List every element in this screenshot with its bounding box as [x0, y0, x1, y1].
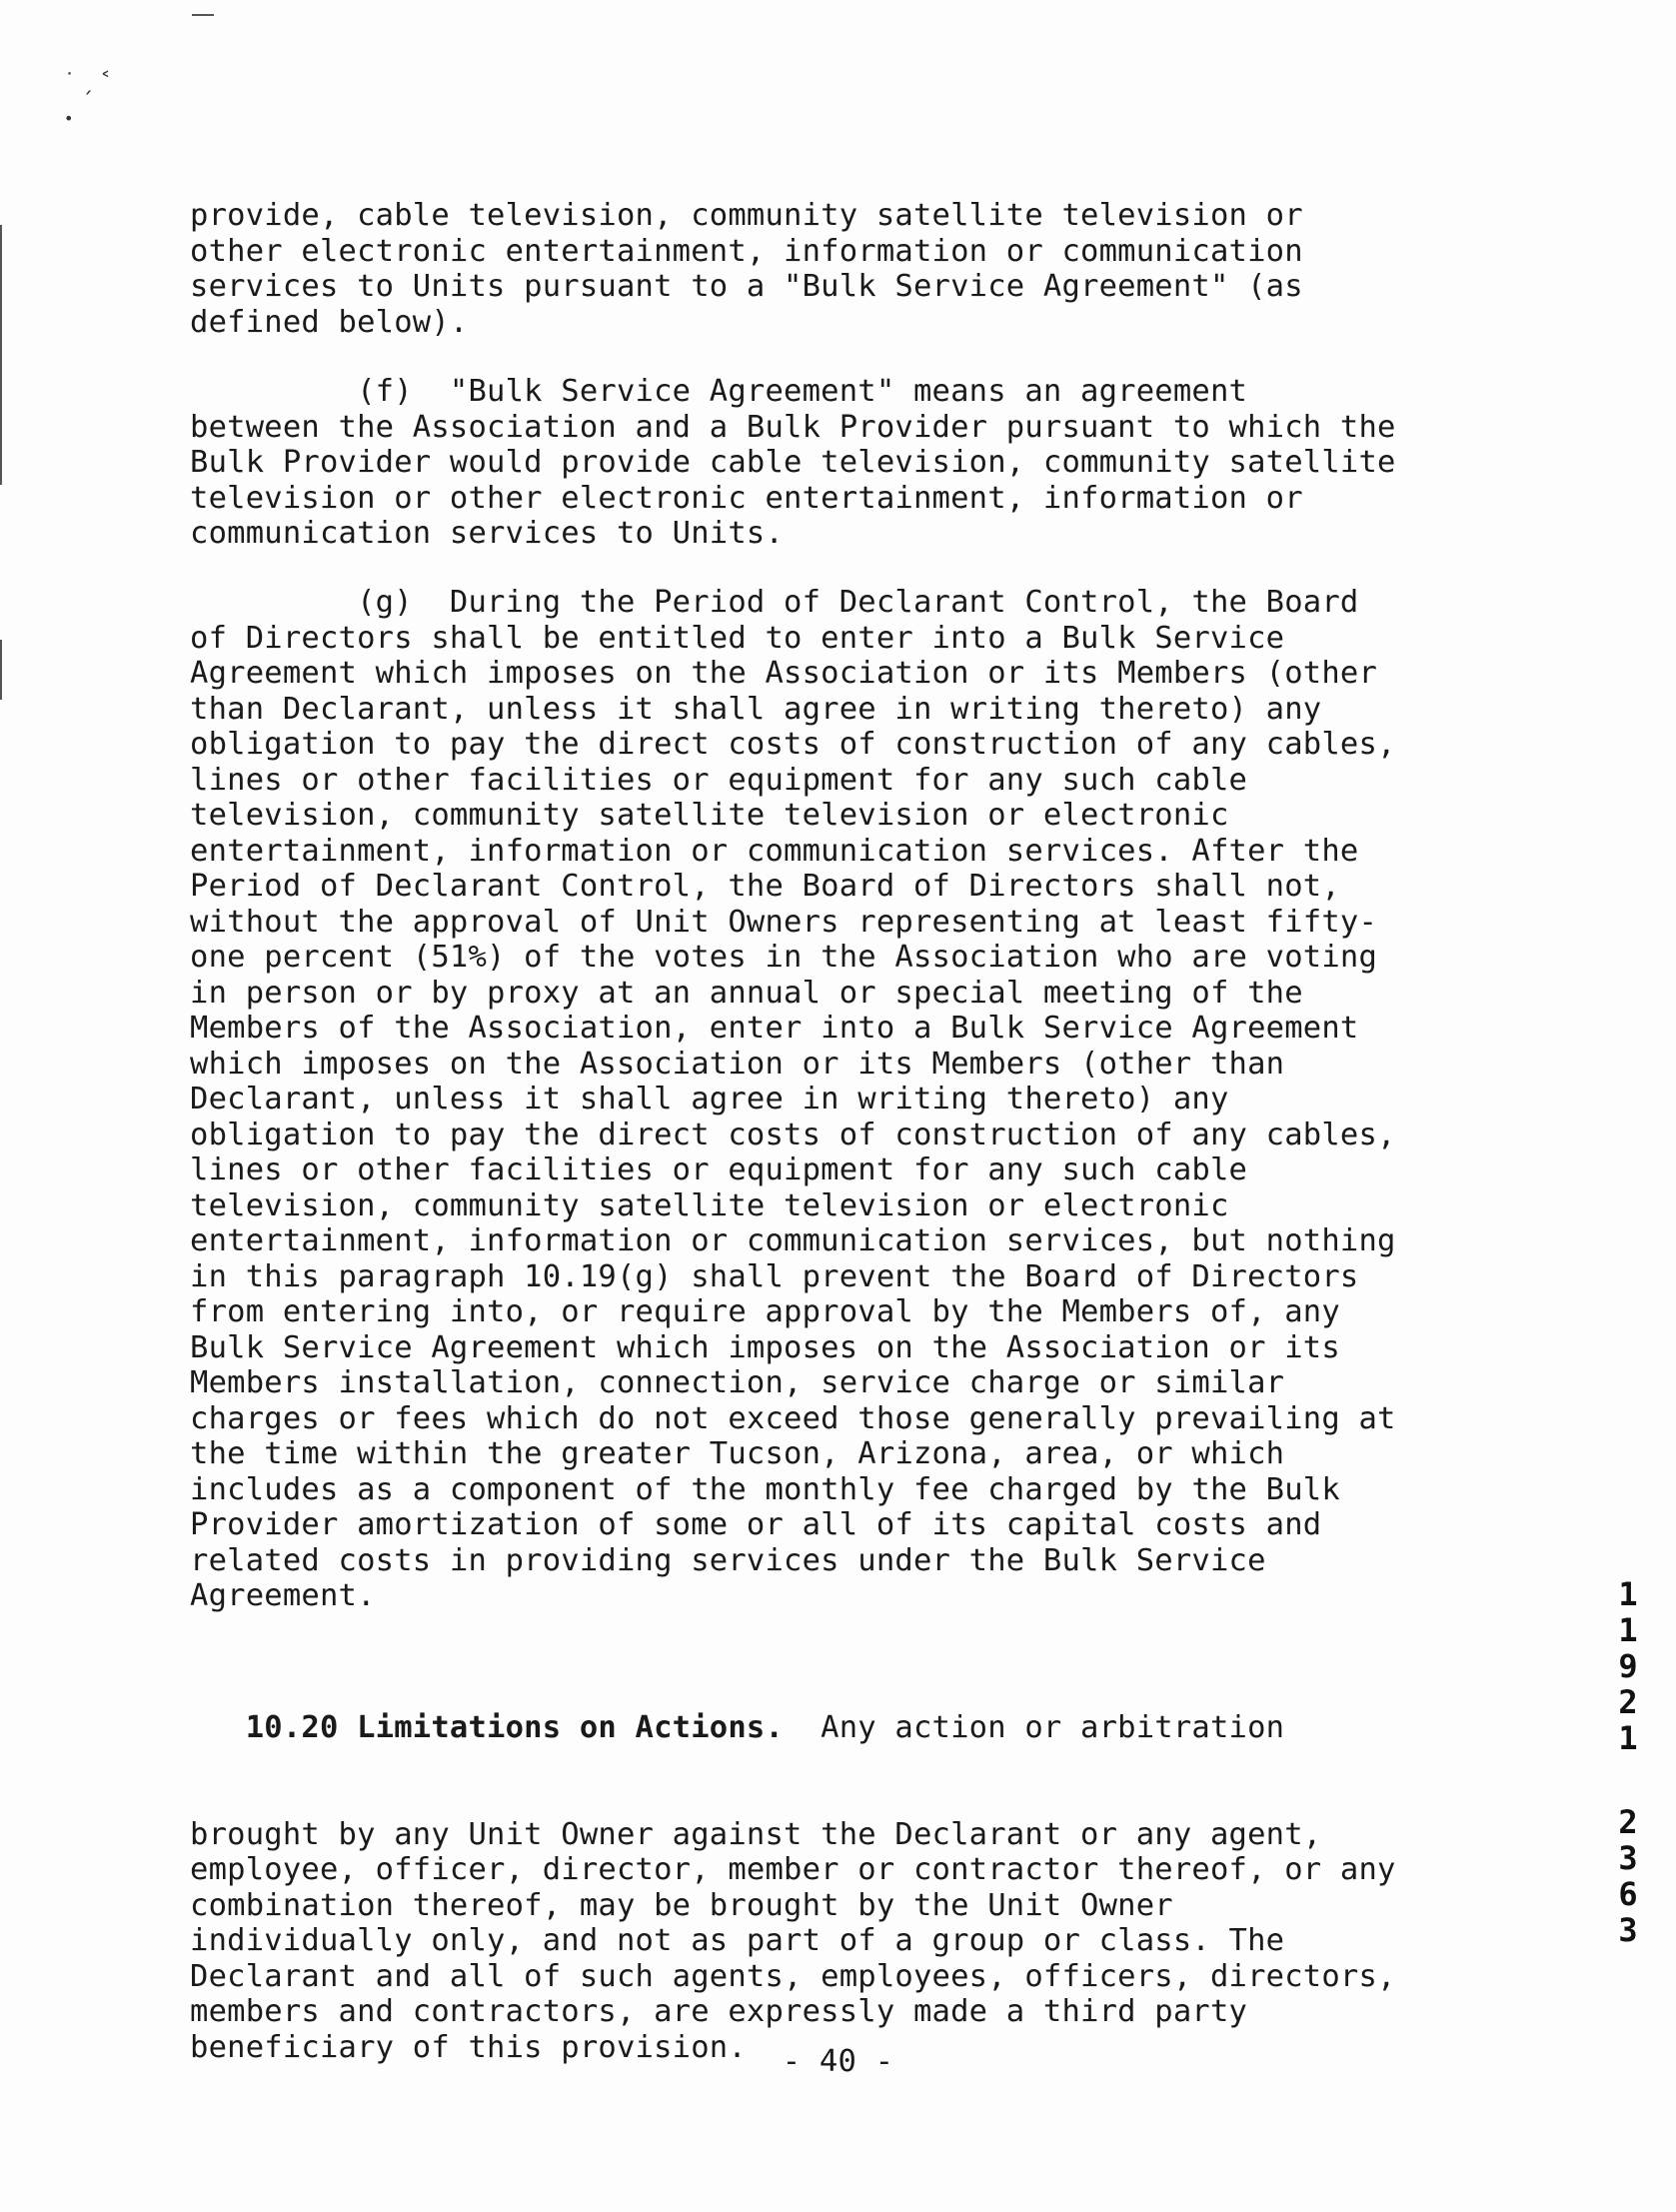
section-heading: 10.20 Limitations on Actions. — [245, 1710, 785, 1745]
text-line: related costs in providing services under the Bulk Service — [190, 1542, 1266, 1578]
text-line: brought by any Unit Owner against the Declarant or any agent, — [190, 1816, 1322, 1852]
text-line: Bulk Service Agreement which imposes on the Association or its — [190, 1329, 1340, 1365]
text-line: includes as a component of the monthly fee charged by the Bulk — [190, 1471, 1340, 1507]
page-number: - 40 - — [782, 2044, 894, 2079]
stamp-digit: 3 — [1618, 1911, 1638, 1949]
text-line: Period of Declarant Control, the Board of Directors shall not, — [190, 869, 1340, 904]
text-line: beneficiary of this provision. — [190, 2029, 747, 2065]
text-line: from entering into, or require approval by the Members of, any — [190, 1294, 1340, 1329]
text-line: lines or other facilities or equipment for any such cable — [190, 1152, 1248, 1187]
text-line: in person or by proxy at an annual or special meeting of the — [190, 975, 1303, 1011]
text-line: Bulk Provider would provide cable television, community satellite — [190, 445, 1396, 480]
paragraph-continuation — [190, 198, 1303, 340]
text-line: without the approval of Unit Owners representing at least fifty- — [190, 904, 1378, 940]
text-line: lines or other facilities or equipment for any such cable — [190, 762, 1248, 798]
text-line: entertainment, information or communication services, but nothing — [190, 1223, 1396, 1258]
text-line: entertainment, information or communication services. After the — [190, 833, 1359, 869]
scan-edge-mark — [0, 225, 2, 485]
margin-stamp-bottom — [1610, 1804, 1646, 1948]
text-line: the time within the greater Tucson, Arizona, area, or which — [190, 1436, 1285, 1471]
stamp-digit: 1 — [1618, 1575, 1638, 1613]
text-line: communication services to Units. — [190, 516, 785, 551]
stamp-digit: 1 — [1618, 1611, 1638, 1649]
paragraph-g — [190, 585, 1396, 1614]
text-line: Declarant and all of such agents, employees, officers, directors, — [190, 1958, 1396, 1994]
text-line: Agreement. — [190, 1578, 376, 1613]
text-line: between the Association and a Bulk Provider pursuant to which the — [190, 409, 1396, 445]
stamp-digit: 2 — [1618, 1683, 1638, 1721]
text-line: individually only, and not as part of a group or class. The — [190, 1923, 1285, 1958]
stamp-digit: 9 — [1618, 1647, 1638, 1685]
stamp-digit: 2 — [1618, 1803, 1638, 1841]
scan-speck: • — [64, 109, 74, 128]
text-line: members and contractors, are expressly made a third party — [190, 1994, 1248, 2029]
stamp-digit: 3 — [1618, 1839, 1638, 1877]
text-line: which imposes on the Association or its Members (other than — [190, 1046, 1285, 1082]
text-line: Provider amortization of some or all of its capital costs and — [190, 1507, 1322, 1542]
text-line: Agreement which imposes on the Association or its Members (other — [190, 656, 1378, 691]
scan-speck: ˙ ˏ ˂ — [64, 70, 111, 95]
stamp-digit: 1 — [1618, 1719, 1638, 1757]
text-line: provide, cable television, community satellite television or — [190, 198, 1303, 233]
text-line: defined below). — [190, 304, 469, 340]
text-line: than Declarant, unless it shall agree in writing thereto) any — [190, 691, 1322, 727]
section-10-20-body — [190, 1817, 1396, 2066]
text-line: Members installation, connection, service charge or similar — [190, 1365, 1285, 1400]
paragraph-f — [190, 374, 1396, 552]
text-line: charges or fees which do not exceed those generally prevailing at — [190, 1400, 1396, 1436]
text-line: other electronic entertainment, information or communication — [190, 233, 1303, 269]
text-line: of Directors shall be entitled to enter into a Bulk Service — [190, 620, 1285, 656]
text-line: television or other electronic entertainment, information or — [190, 480, 1303, 516]
scan-edge-mark — [0, 640, 2, 700]
text-line: obligation to pay the direct costs of construction of any cables, — [190, 1116, 1396, 1152]
section-10-20-first-line — [190, 1710, 1396, 1746]
text-line: one percent (51%) of the votes in the Association who are voting — [190, 940, 1378, 975]
text-line: television, community satellite television or electronic — [190, 798, 1229, 833]
text-line: television, community satellite television or electronic — [190, 1187, 1229, 1223]
text-line: (f) "Bulk Service Agreement" means an agreement — [190, 374, 1248, 409]
text-line: services to Units pursuant to a "Bulk Service Agreement" (as — [190, 269, 1303, 304]
section-first-line-text: Any action or arbitration — [784, 1710, 1285, 1745]
text-line: Members of the Association, enter into a Bulk Service Agreement — [190, 1011, 1359, 1046]
text-line: Declarant, unless it shall agree in writing thereto) any — [190, 1082, 1229, 1116]
text-line: obligation to pay the direct costs of construction of any cables, — [190, 727, 1396, 762]
scan-edge-mark — [192, 14, 214, 16]
margin-stamp-top — [1610, 1576, 1646, 1756]
text-line: employee, officer, director, member or contractor thereof, or any — [190, 1852, 1396, 1887]
text-line: combination thereof, may be brought by the Unit Owner — [190, 1887, 1173, 1923]
text-line: (g) During the Period of Declarant Control, the Board — [190, 585, 1359, 620]
stamp-digit: 6 — [1618, 1875, 1638, 1913]
text-line: in this paragraph 10.19(g) shall prevent the Board of Directors — [190, 1258, 1359, 1294]
